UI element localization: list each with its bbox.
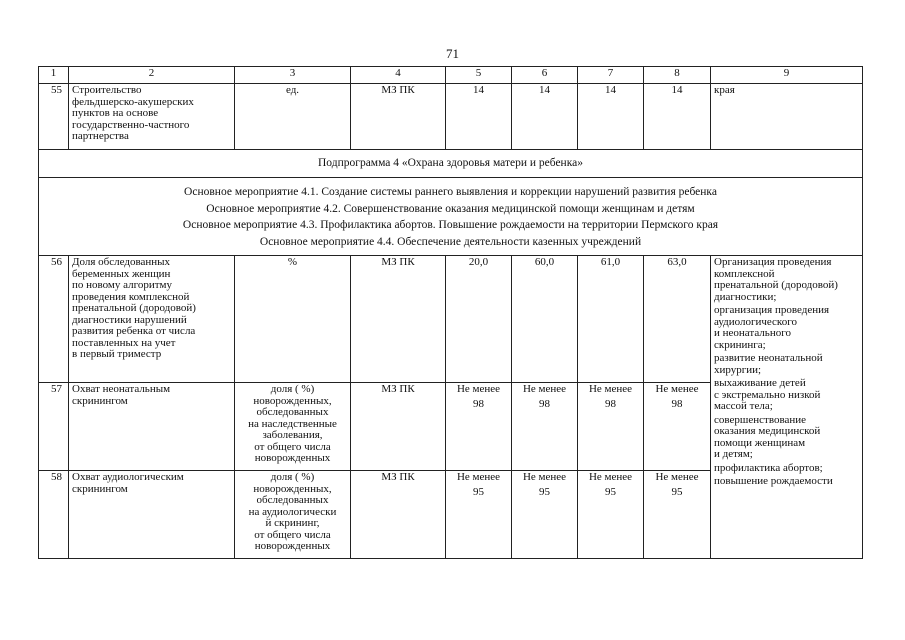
- subprogram-title: Подпрограмма 4 «Охрана здоровья матери и ребенка»: [39, 150, 863, 178]
- unit: ед.: [235, 84, 351, 150]
- indicator-line: скринингом: [72, 482, 128, 495]
- value: [578, 383, 644, 471]
- unit-line: на наследственные: [248, 417, 337, 430]
- row-number: 55: [39, 84, 69, 150]
- measure-line: Организация проведения: [714, 256, 832, 269]
- measure-line: пренатальной (дородовой): [714, 279, 838, 292]
- value: 60,0: [512, 256, 578, 383]
- measure-line: повышение рождаемости: [714, 475, 833, 488]
- subprogram-row: [39, 150, 863, 178]
- value-bottom: 95: [605, 485, 616, 498]
- indicator-line: в первый триместр: [72, 348, 162, 361]
- indicator-line: пренатальной (дородовой): [72, 302, 196, 315]
- unit-line: обследованных: [256, 494, 329, 507]
- value-top: Не менее: [522, 471, 567, 484]
- measures: края: [711, 84, 863, 150]
- value: 20,0: [446, 256, 512, 383]
- measure-line: и неонатального: [714, 327, 791, 340]
- measure-item: [714, 378, 859, 413]
- main-measure: Основное мероприятие 4.1. Создание системы раннего выявления и коррекции нарушений развития ребенка: [184, 186, 717, 198]
- unit-line: доля ( %): [270, 471, 315, 484]
- indicator-name: [69, 383, 235, 471]
- unit-line: от общего числа: [254, 528, 331, 541]
- measure-item: [714, 353, 859, 376]
- indicator-line: диагностики нарушений: [72, 313, 187, 326]
- value: [446, 471, 512, 559]
- unit-line: доля ( %): [270, 383, 315, 396]
- table-row-55: [39, 84, 863, 150]
- unit-line: заболевания,: [262, 429, 323, 442]
- responsible: МЗ ПК: [351, 471, 446, 559]
- measures-list: [711, 256, 863, 559]
- unit-line: й скрининг,: [265, 517, 320, 530]
- value-top: Не менее: [588, 471, 633, 484]
- value: 14: [644, 84, 711, 150]
- value: [644, 471, 711, 559]
- row-number: 56: [39, 256, 69, 383]
- indicator-line: скринингом: [72, 394, 128, 407]
- unit-line: новорожденных: [254, 452, 331, 465]
- main-measures-row: [39, 178, 863, 256]
- column-number: 9: [711, 67, 863, 84]
- unit-line: на аудиологически: [248, 505, 337, 518]
- indicator-line: Охват аудиологическим: [72, 471, 184, 484]
- value-top: Не менее: [588, 383, 633, 396]
- measure-item: [714, 476, 859, 488]
- indicator-name: [69, 471, 235, 559]
- measure-item: [714, 463, 859, 475]
- measure-line: развитие неонатальной: [714, 352, 823, 365]
- unit-line: обследованных: [256, 406, 329, 419]
- table-row-56: [39, 256, 863, 383]
- main-measures: [39, 178, 863, 256]
- measure-line: организация проведения: [714, 304, 830, 317]
- measure-line: с экстремально низкой: [714, 388, 821, 401]
- column-number-row: [39, 67, 863, 84]
- measure-line: профилактика абортов;: [714, 461, 823, 474]
- column-number: 6: [512, 67, 578, 84]
- indicator-line: Доля обследованных: [72, 256, 171, 269]
- value: 63,0: [644, 256, 711, 383]
- value: [446, 383, 512, 471]
- indicator-name: [69, 256, 235, 383]
- measure-line: аудиологического: [714, 315, 797, 328]
- indicators-table: [38, 66, 863, 559]
- value-bottom: 95: [473, 485, 484, 498]
- indicator-line: Строительство: [72, 84, 142, 96]
- measure-line: и детям;: [714, 448, 753, 461]
- measure-line: хирургии;: [714, 363, 762, 376]
- measure-item: [714, 257, 859, 303]
- responsible: МЗ ПК: [351, 256, 446, 383]
- indicator-line: развития ребенка от числа: [72, 325, 196, 338]
- unit-line: новорожденных: [254, 540, 331, 553]
- value-bottom: 98: [671, 397, 683, 410]
- value: [644, 383, 711, 471]
- indicator-line: государственно-частного: [72, 118, 190, 131]
- column-number: 4: [351, 67, 446, 84]
- page-number: 71: [446, 46, 459, 61]
- measure-line: скрининга;: [714, 338, 766, 351]
- measure-item: [714, 415, 859, 461]
- unit: [235, 471, 351, 559]
- indicator-name: [69, 84, 235, 150]
- main-measure: Основное мероприятие 4.2. Совершенствование оказания медицинской помощи женщинам и детям: [206, 202, 695, 215]
- indicator-line: проведения комплексной: [72, 290, 190, 303]
- value-bottom: 98: [605, 397, 616, 410]
- responsible: МЗ ПК: [351, 383, 446, 471]
- main-measure: Основное мероприятие 4.4. Обеспечение деятельности казенных учреждений: [259, 235, 642, 248]
- indicator-line: фельдшерско-акушерских: [72, 95, 194, 108]
- value-top: Не менее: [456, 471, 501, 484]
- measure-line: комплексной: [714, 267, 775, 280]
- value-top: Не менее: [522, 383, 567, 396]
- column-number: 7: [578, 67, 644, 84]
- value: [512, 471, 578, 559]
- indicator-line: поставленных на учет: [72, 336, 176, 349]
- value-bottom: 98: [473, 397, 484, 410]
- indicator-line: по новому алгоритму: [72, 279, 173, 292]
- value: 61,0: [578, 256, 644, 383]
- responsible: МЗ ПК: [351, 84, 446, 150]
- measure-item: [714, 305, 859, 351]
- value-bottom: 95: [671, 485, 683, 498]
- row-number: 57: [39, 383, 69, 471]
- value-top: Не менее: [655, 471, 699, 484]
- value-bottom: 95: [539, 485, 550, 498]
- column-number: 2: [69, 67, 235, 84]
- indicator-line: пунктов на основе: [72, 107, 159, 119]
- measure-line: диагностики;: [714, 290, 777, 303]
- measure-line: совершенствование: [714, 413, 807, 426]
- column-number: 3: [235, 67, 351, 84]
- measure-line: оказания медицинской: [714, 425, 821, 438]
- unit: [235, 383, 351, 471]
- column-number: 5: [446, 67, 512, 84]
- value: 14: [446, 84, 512, 150]
- measure-line: выхаживание детей: [714, 377, 806, 390]
- row-number: 58: [39, 471, 69, 559]
- value: [512, 383, 578, 471]
- unit-line: новорожденных,: [253, 394, 332, 407]
- unit-line: от общего числа: [254, 440, 331, 453]
- value-top: Не менее: [456, 383, 501, 396]
- measure-line: массой тела;: [714, 400, 773, 413]
- indicator-line: партнерства: [72, 130, 129, 142]
- indicator-line: беременных женщин: [72, 267, 171, 280]
- value-top: Не менее: [655, 383, 699, 396]
- value: 14: [578, 84, 644, 150]
- main-measure: Основное мероприятие 4.3. Профилактика абортов. Повышение рождаемости на территории Пермского края: [182, 219, 719, 232]
- unit: %: [235, 256, 351, 383]
- value-bottom: 98: [539, 397, 550, 410]
- column-number: 8: [644, 67, 711, 84]
- indicator-line: Охват неонатальным: [72, 383, 171, 396]
- value: [578, 471, 644, 559]
- column-number: 1: [39, 67, 69, 84]
- unit-line: новорожденных,: [253, 482, 332, 495]
- value: 14: [512, 84, 578, 150]
- measure-line: помощи женщинам: [714, 436, 806, 449]
